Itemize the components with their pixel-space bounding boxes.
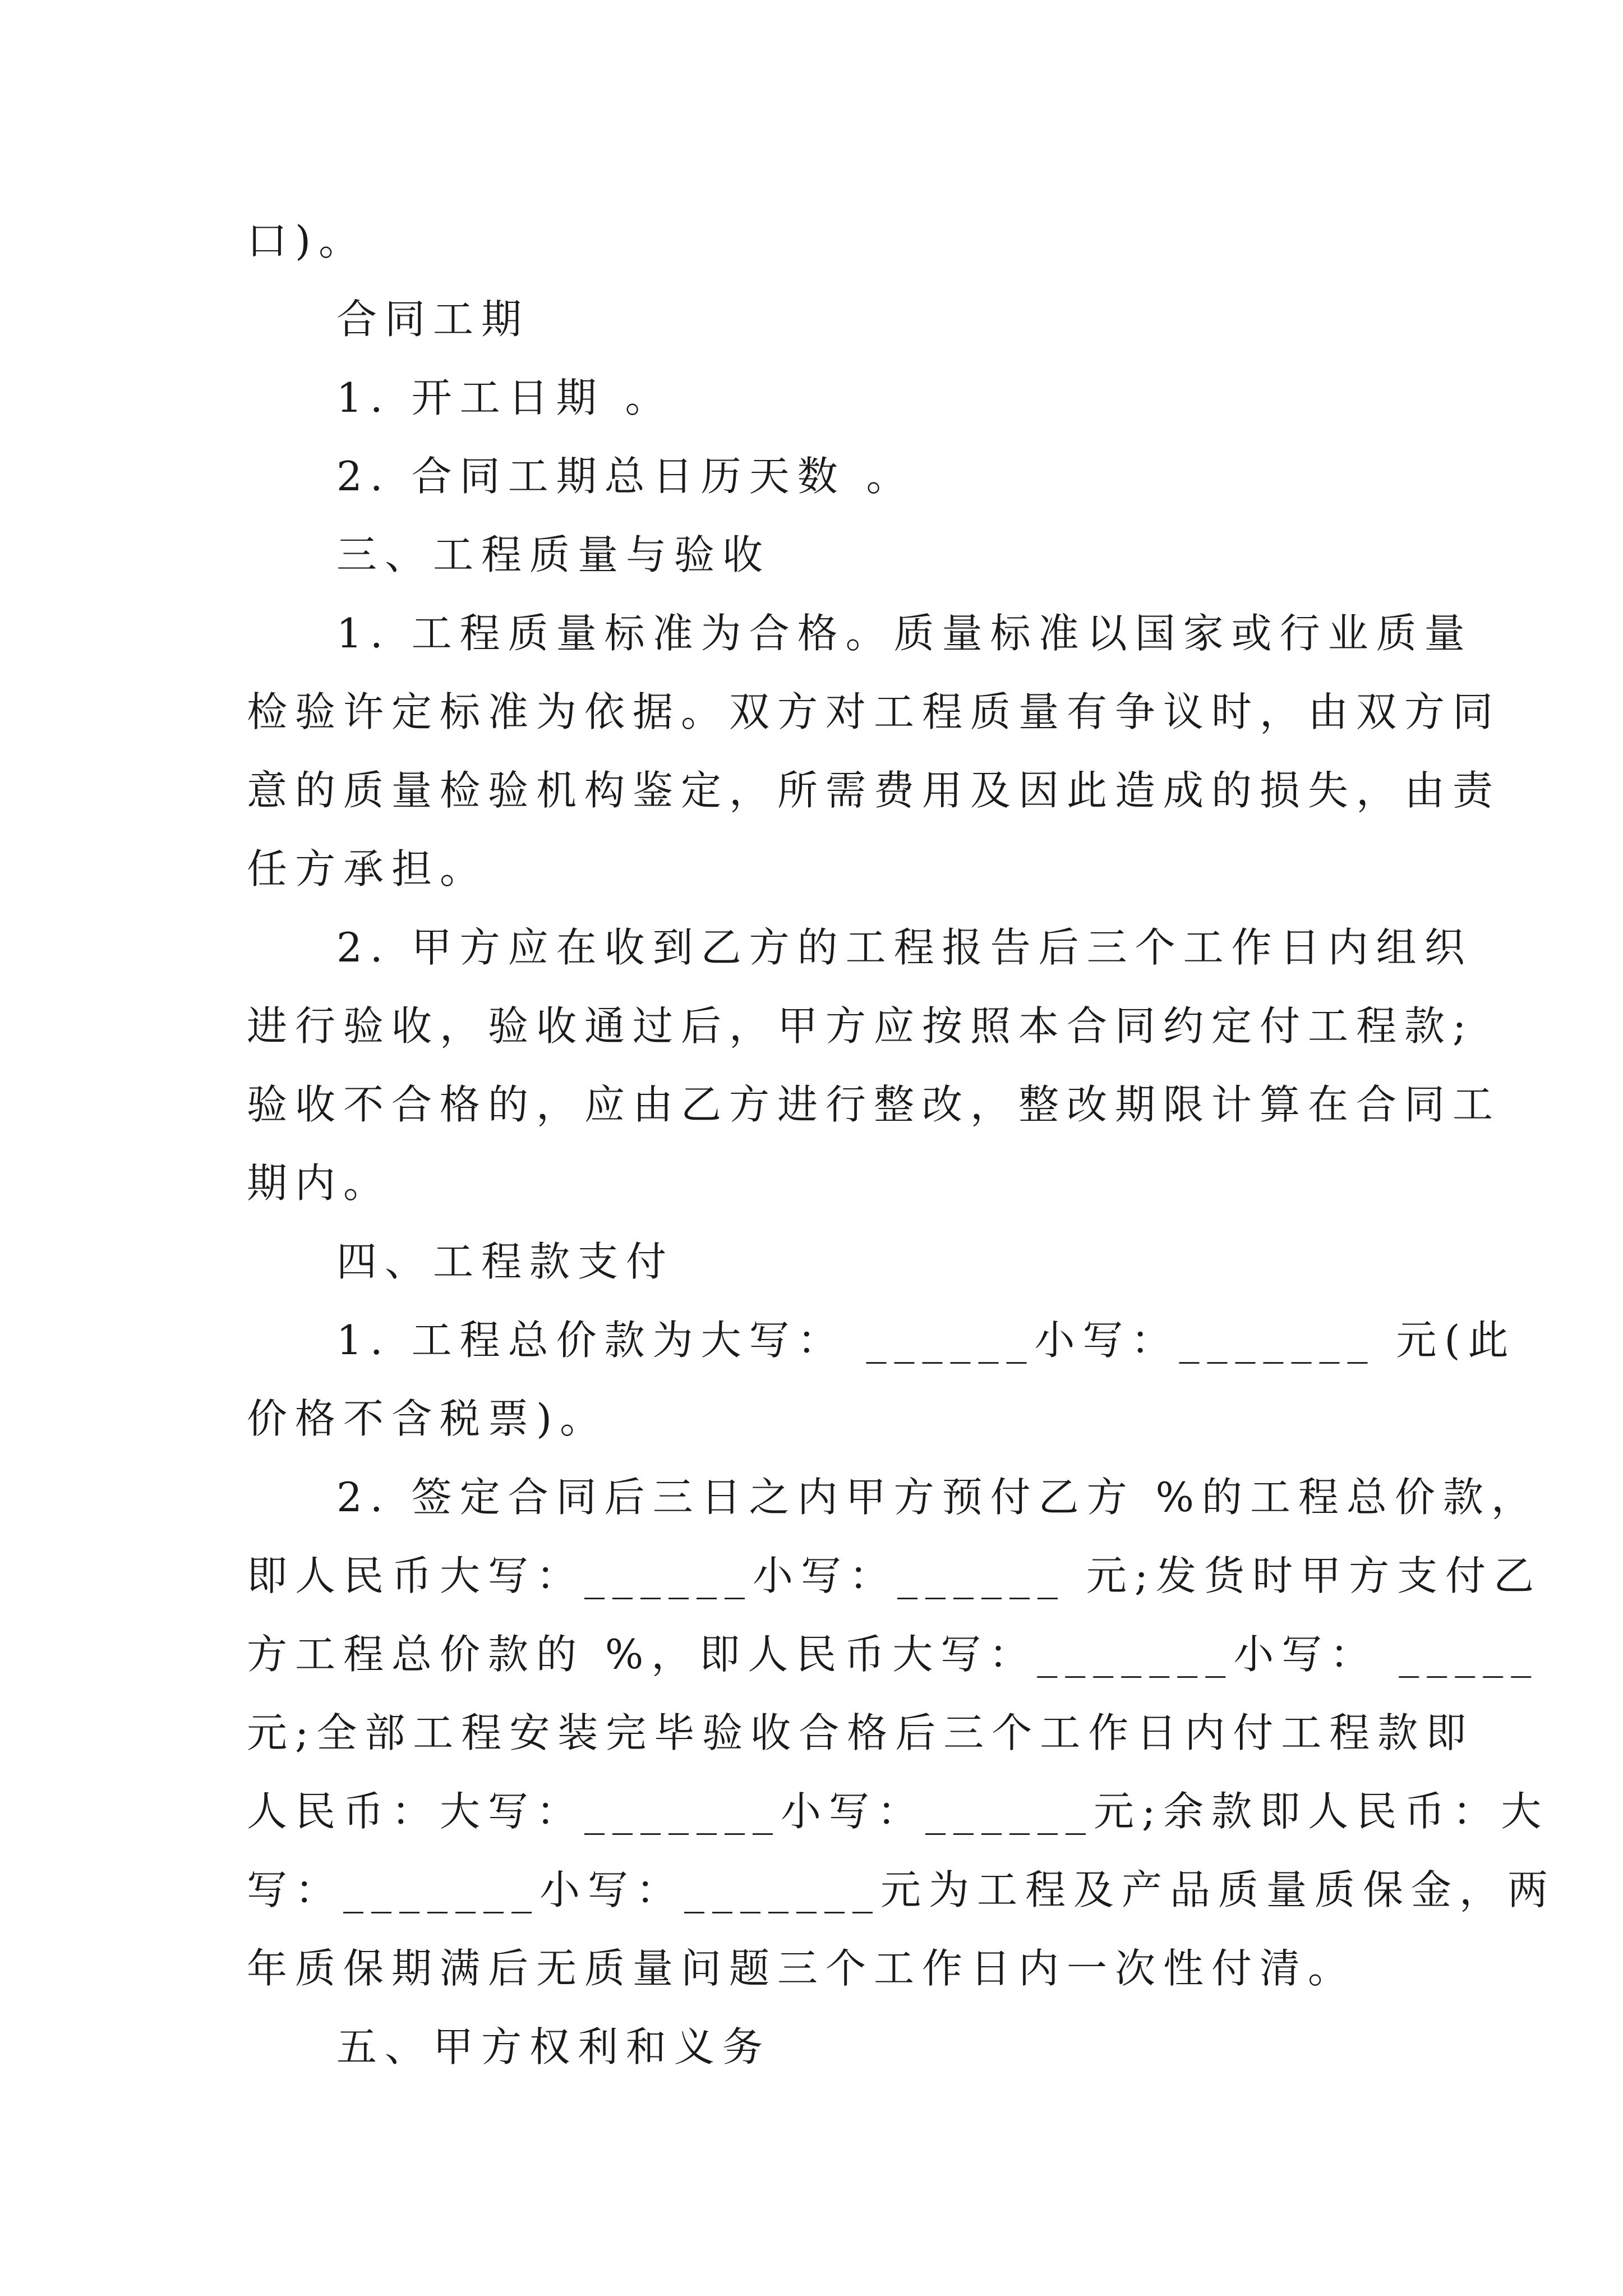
section-heading: 合同工期 — [336, 296, 530, 343]
text-line: 写：_______小写：_______元为工程及产品质量质保金，两 — [247, 1866, 1556, 1913]
section-heading: 四、工程款支付 — [336, 1238, 675, 1285]
text-line: 即人民币大写：______小写：______ 元;发货时甲方支付乙 — [247, 1552, 1542, 1599]
text-line: 进行验收，验收通过后，甲方应按照本合同约定付工程款; — [247, 1002, 1474, 1050]
section-heading: 五、甲方权利和义务 — [336, 2023, 771, 2070]
text-line: 检验许定标准为依据。双方对工程质量有争议时，由双方同 — [247, 688, 1501, 735]
text-line: 验收不合格的，应由乙方进行整改，整改期限计算在合同工 — [247, 1081, 1501, 1128]
text-line: 方工程总价款的 %，即人民币大写：_______小写： _____ — [247, 1631, 1539, 1678]
text-line: 意的质量检验机构鉴定，所需费用及因此造成的损失，由责 — [247, 767, 1501, 814]
clause: 2. 合同工期总日历天数 。 — [336, 453, 915, 500]
clause: 2. 甲方应在收到乙方的工程报告后三个工作日内组织 — [336, 924, 1473, 971]
text-line: 期内。 — [247, 1159, 392, 1207]
clause: 1. 工程质量标准为合格。质量标准以国家或行业质量 — [336, 610, 1473, 657]
clause: 2. 签定合同后三日之内甲方预付乙方 %的工程总价款， — [336, 1474, 1539, 1521]
text-line: 年质保期满后无质量问题三个工作日内一次性付清。 — [247, 1945, 1357, 1992]
clause: 1. 工程总价款为大写： ______小写：_______ 元(此 — [336, 1317, 1516, 1364]
section-heading: 三、工程质量与验收 — [336, 531, 771, 578]
text-line: 价格不含税票)。 — [247, 1395, 608, 1442]
text-line: 人民币：大写：_______小写：______元;余款即人民币：大 — [247, 1788, 1550, 1835]
text-line: 口)。 — [247, 217, 367, 264]
text-line: 任方承担。 — [247, 845, 488, 892]
clause: 1. 开工日期 。 — [336, 374, 674, 421]
text-line: 元;全部工程安装完毕验收合格后三个工作日内付工程款即 — [247, 1709, 1474, 1756]
